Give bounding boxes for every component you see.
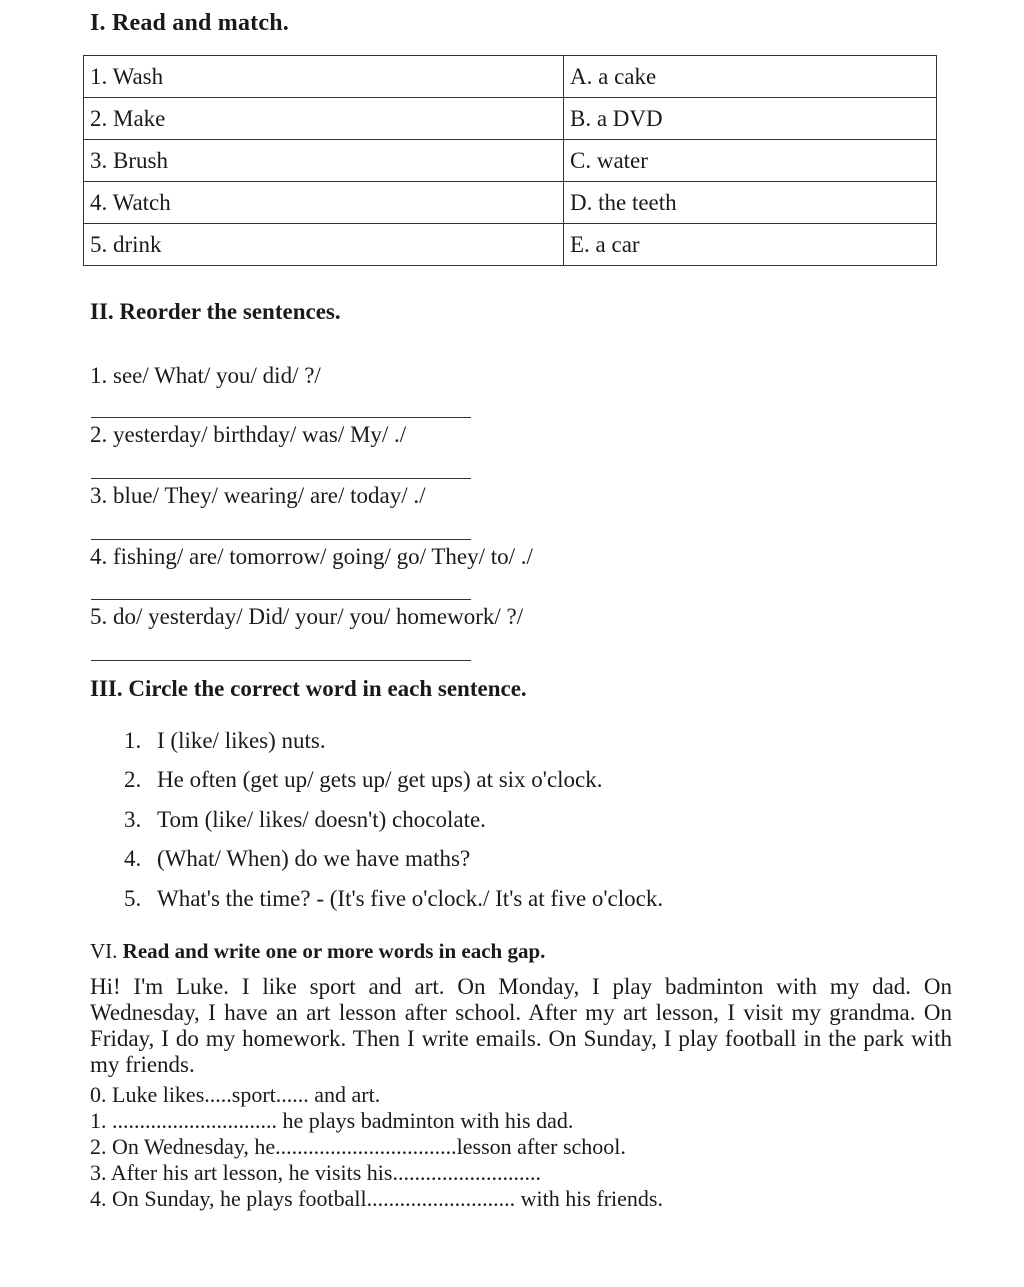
item-text: Tom (like/ likes/ doesn't) chocolate. [157,807,486,832]
gap-item[interactable]: 4. On Sunday, he plays football........................... with his friends. [90,1186,663,1211]
table-row [84,56,937,98]
answer-line[interactable] [91,539,471,540]
item-number: 2. [124,767,142,792]
answer-line[interactable] [91,599,471,600]
match-left-cell: 5. drink [84,224,564,266]
gap-item[interactable]: 1. .............................. he plays badminton with his dad. [90,1108,574,1133]
table-row [84,98,937,140]
list-item [124,767,603,793]
answer-line[interactable] [91,478,471,479]
gap-item[interactable]: 2. On Wednesday, he.................................lesson after school. [90,1134,626,1159]
list-item [124,886,663,912]
section-4-title: Read and write one or more words in each gap. [122,939,546,963]
table-row [84,140,937,182]
match-right-cell: C. water [564,140,937,182]
reorder-item: 4. fishing/ are/ tomorrow/ going/ go/ They/ to/ ./ [90,544,533,569]
match-right-cell: A. a cake [564,56,937,98]
item-number: 4. [124,846,142,871]
match-table [83,55,937,266]
match-left-cell: 3. Brush [84,140,564,182]
match-right-cell: E. a car [564,224,937,266]
match-left-cell: 4. Watch [84,182,564,224]
reading-passage: Hi! I'm Luke. I like sport and art. On Monday, I play badminton with my dad. On Wednesday, I have an art lesson after school. After my art lesson, I visit my grandma. On Friday, I do my homework. Then I write emails. On Sunday, I play football in the park with my friends. [90,974,952,1077]
match-right-cell: B. a DVD [564,98,937,140]
answer-line[interactable] [91,660,471,661]
reorder-item: 2. yesterday/ birthday/ was/ My/ ./ [90,422,407,447]
item-text: I (like/ likes) nuts. [157,728,326,753]
section-1-heading: I. Read and match. [90,10,289,36]
reorder-item: 3. blue/ They/ wearing/ are/ today/ ./ [90,483,426,508]
item-number: 3. [124,807,142,832]
section-3-heading: III. Circle the correct word in each sentence. [90,676,527,701]
section-2-heading: II. Reorder the sentences. [90,299,341,324]
list-item [124,728,326,754]
match-left-cell: 2. Make [84,98,564,140]
reorder-item: 5. do/ yesterday/ Did/ your/ you/ homework/ ?/ [90,604,524,629]
item-number: 5. [124,886,142,911]
answer-line[interactable] [91,417,471,418]
item-number: 1. [124,728,142,753]
table-row [84,224,937,266]
reorder-item: 1. see/ What/ you/ did/ ?/ [90,363,321,388]
item-text: What's the time? - (It's five o'clock./ It's at five o'clock. [157,886,664,911]
item-text: (What/ When) do we have maths? [157,846,471,871]
section-4-prefix: VI. [90,939,123,963]
gap-item[interactable]: 3. After his art lesson, he visits his........................... [90,1160,541,1185]
list-item [124,807,486,833]
match-left-cell: 1. Wash [84,56,564,98]
item-text: He often (get up/ gets up/ get ups) at six o'clock. [157,767,603,792]
match-right-cell: D. the teeth [564,182,937,224]
gap-item[interactable]: 0. Luke likes.....sport...... and art. [90,1082,381,1107]
list-item [124,846,470,872]
section-4-heading [90,939,545,964]
table-row [84,182,937,224]
